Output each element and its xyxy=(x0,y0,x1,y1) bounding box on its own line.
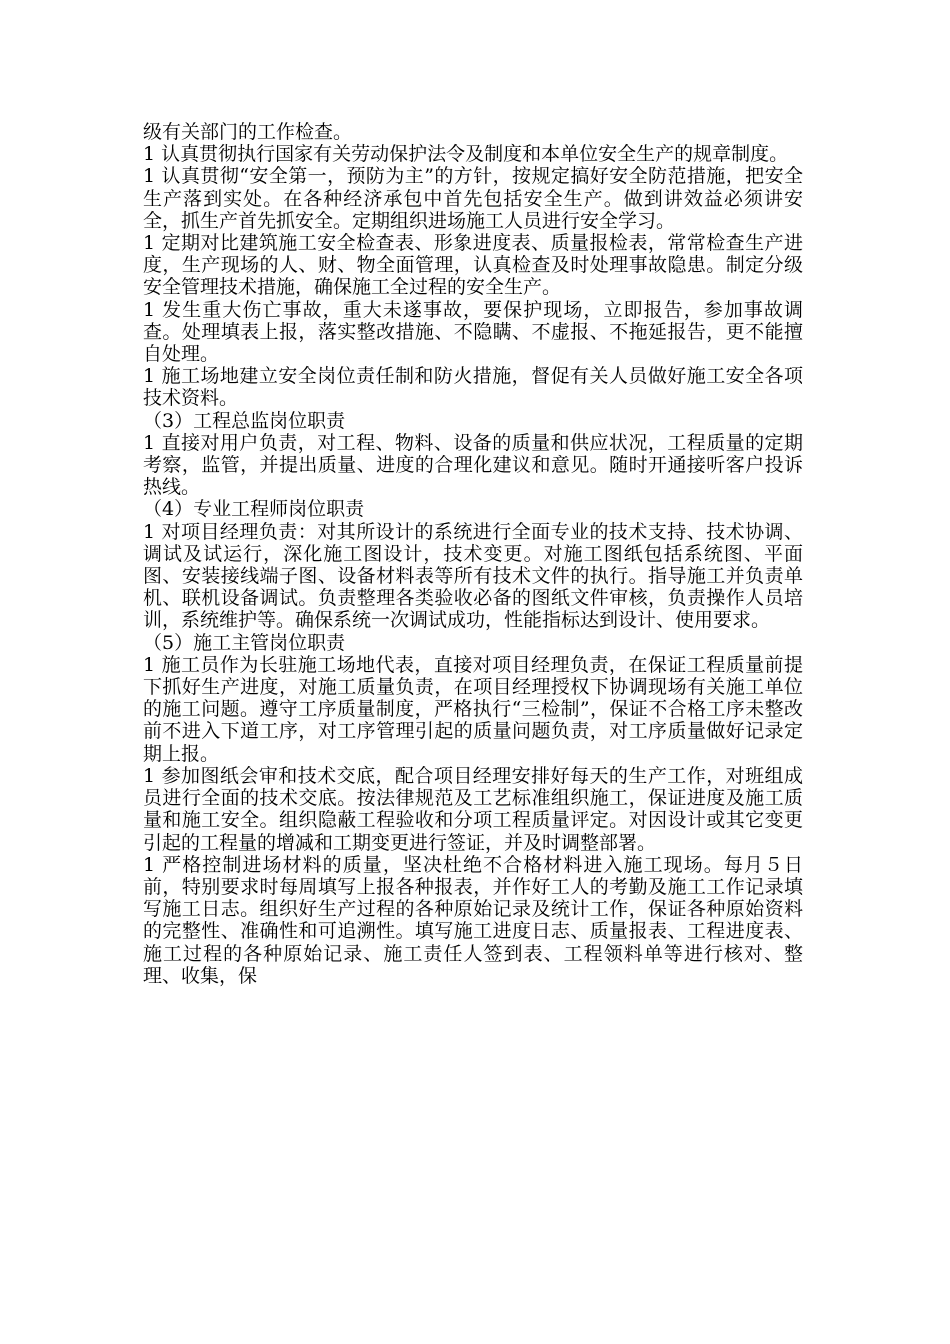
paragraph-manager-duty-2: 1 参加图纸会审和技术交底，配合项目经理安排好每天的生产工作，对班组成员进行全面的技术交底。按法律规范及工艺标准组织施工，保证进度及施工质量和施工安全。组织隐蔽工程验收和分项工程质量评定。对因设计或其它变更引起的工程量的增减和工期变更进行签证，并及时调整部署。 xyxy=(143,764,803,854)
paragraph-supervisor-duty: 1 直接对用户负责，对工程、物料、设备的质量和供应状况，工程质量的定期考察，监管，并提出质量、进度的合理化建议和意见。随时开通接听客户投诉热线。 xyxy=(143,431,803,499)
paragraph-manager-duty-1: 1 施工员作为长驻施工场地代表，直接对项目经理负责，在保证工程质量前提下抓好生产进度，对施工质量负责，在项目经理授权下协调现场有关施工单位的施工问题。遵守工序质量制度，严格执行“三检制”，保证不合格工序未整改前不进入下道工序，对工序管理引起的质量问题负责，对工序质量做好记录定期上报。 xyxy=(143,653,803,765)
section-heading-engineer: （4）专业工程师岗位职责 xyxy=(143,498,365,521)
paragraph-duty-3: 1 定期对比建筑施工安全检查表、形象进度表、质量报检表，常常检查生产进度，生产现场的人、财、物全面管理，认真检查及时处理事故隐患。制定分级安全管理技术措施，确保施工全过程的安全生产。 xyxy=(143,232,803,299)
paragraph-duty-2: 1 认真贯彻“安全第一，预防为主”的方针，按规定搞好安全防范措施，把安全生产落到实处。在各种经济承包中首先包括安全生产。做到讲效益必须讲安全，抓生产首先抓安全。定期组织进场施工人员进行安全学习。 xyxy=(143,165,803,232)
document-body xyxy=(143,121,803,987)
paragraph-duty-1: 1 认真贯彻执行国家有关劳动保护法令及制度和本单位安全生产的规章制度。 xyxy=(143,143,789,166)
paragraph-engineer-duty: 1 对项目经理负责：对其所设计的系统进行全面专业的技术支持、技术协调、调试及试运行，深化施工图设计，技术变更。对施工图纸包括系统图、平面图、安装接线端子图、设备材料表等所有技术文件的执行。指导施工并负责单机、联机设备调试。负责整理各类验收必备的图纸文件审核，负责操作人员培训，系统维护等。确保系统一次调试成功，性能指标达到设计、使用要求。 xyxy=(143,520,803,632)
section-heading-construction-manager: （5）施工主管岗位职责 xyxy=(143,631,346,654)
paragraph-continuation: 级有关部门的工作检查。 xyxy=(143,121,353,143)
section-heading-chief-supervisor: （3）工程总监岗位职责 xyxy=(143,409,346,432)
paragraph-manager-duty-3: 1 严格控制进场材料的质量，坚决杜绝不合格材料进入施工现场。每月５日前，特别要求时每周填写上报各种报表，并作好工人的考勤及施工工作记录填写施工日志。组织好生产过程的各种原始记录及统计工作，保证各种原始资料的完整性、准确性和可追溯性。填写施工进度日志、质量报表、工程进度表、施工过程的各种原始记录、施工责任人签到表、工程领料单等进行核对、整理、收集，保 xyxy=(143,853,803,987)
paragraph-duty-4: 1 发生重大伤亡事故，重大未遂事故，要保护现场，立即报告，参加事故调查。处理填表上报，落实整改措施、不隐瞒、不虚报、不拖延报告，更不能擅自处理。 xyxy=(143,298,803,366)
paragraph-duty-5: 1 施工场地建立安全岗位责任制和防火措施，督促有关人员做好施工安全各项技术资料。 xyxy=(143,365,803,410)
